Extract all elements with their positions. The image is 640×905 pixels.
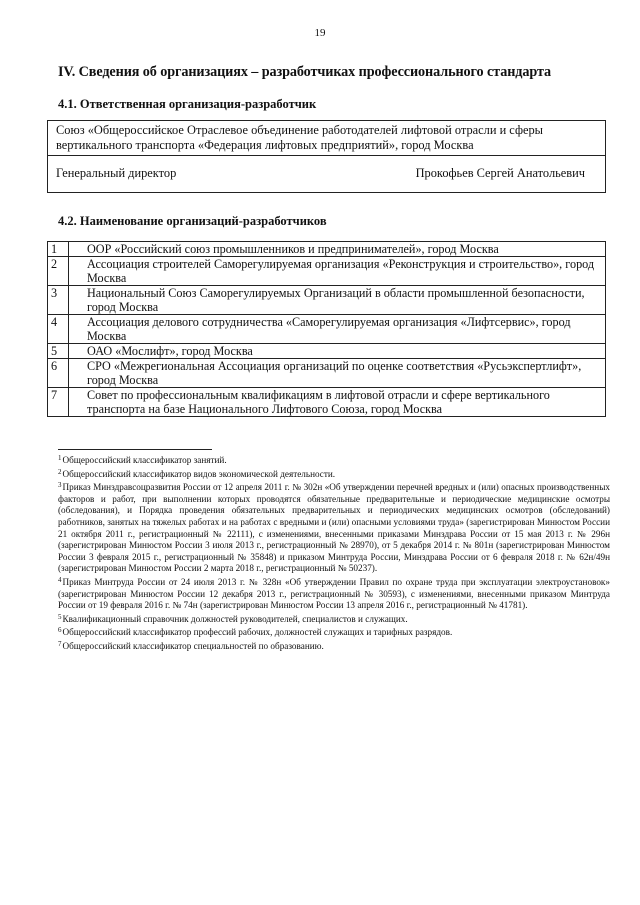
responsible-organization-name: Союз «Общероссийское Отраслевое объединение работодателей лифтовой отрасли и сферы вертикального транспорта «Федерация лифтовых предприятий», город Москва bbox=[48, 121, 605, 156]
footnotes bbox=[58, 453, 610, 653]
row-number: 1 bbox=[48, 242, 69, 257]
footnote-text: Общероссийский классификатор занятий. bbox=[62, 455, 227, 465]
footnote-mark: 2 bbox=[58, 467, 62, 476]
footnote-mark: 5 bbox=[58, 612, 62, 621]
footnote bbox=[58, 612, 610, 626]
organization-name: ОАО «Мослифт», город Москва bbox=[69, 344, 606, 359]
footnote-text: Общероссийский классификатор специальностей по образованию. bbox=[62, 640, 324, 651]
responsible-signatory-row bbox=[56, 166, 585, 186]
footnote-mark: 3 bbox=[58, 481, 62, 490]
table-row bbox=[48, 257, 606, 286]
responsible-heading: 4.1. Ответственная организация-разработчик bbox=[58, 97, 317, 111]
footnote-text: Квалификационный справочник должностей руководителей, специалистов и служащих. bbox=[62, 613, 408, 624]
row-number: 3 bbox=[48, 286, 69, 315]
organization-name: ООР «Российский союз промышленников и предпринимателей», город Москва bbox=[69, 242, 606, 257]
table-row bbox=[48, 242, 606, 257]
organization-name: Национальный Союз Саморегулируемых Организаций в области промышленной безопасности, город Москва bbox=[69, 286, 606, 315]
row-number: 7 bbox=[48, 388, 69, 417]
table-row bbox=[48, 344, 606, 359]
row-number: 4 bbox=[48, 315, 69, 344]
developers-heading: 4.2. Наименование организаций-разработчиков bbox=[58, 214, 327, 228]
footnote bbox=[58, 453, 610, 467]
row-number: 5 bbox=[48, 344, 69, 359]
footnote-mark: 7 bbox=[58, 639, 62, 648]
signatory-role: Генеральный директор bbox=[56, 166, 177, 180]
signatory-name: Прокофьев Сергей Анатольевич bbox=[415, 166, 585, 180]
footnote-mark: 1 bbox=[58, 454, 62, 462]
organization-name: СРО «Межрегиональная Ассоциация организаций по оценке соответствия «Русьэкспертлифт», город Москва bbox=[69, 359, 606, 388]
footnote-text: Общероссийский классификатор профессий рабочих, должностей служащих и тарифных разрядов. bbox=[62, 627, 453, 638]
table-row bbox=[48, 388, 606, 417]
footnote bbox=[58, 467, 610, 481]
footnote-text: Приказ Минтруда России от 24 июля 2013 г. № 328н «Об утверждении Правил по охране труда при эксплуатации электроустановок» (зарегистрирован Минюстом России 12 декабря 2013 г., регистрационный № 30593), с изменениями, внесенными приказом Минтруда России от 19 февраля 2016 г. № 74н (зарегистрирован Минюстом России 13 апреля 2016 г., регистрационный № 41781). bbox=[58, 576, 610, 611]
footnote-separator bbox=[58, 449, 212, 450]
footnote bbox=[58, 575, 610, 612]
footnote bbox=[58, 625, 610, 639]
table-row bbox=[48, 315, 606, 344]
footnote-mark: 6 bbox=[58, 626, 62, 635]
page-number: 19 bbox=[314, 27, 326, 39]
footnote-text: Общероссийский классификатор видов экономической деятельности. bbox=[62, 468, 336, 479]
row-number: 6 bbox=[48, 359, 69, 388]
section-title: IV. Сведения об организациях – разработчиках профессионального стандарта bbox=[58, 64, 551, 80]
organization-name: Совет по профессиональным квалификациям в лифтовой отрасли и сфере вертикального транспорта на базе Национального Лифтового Союза, город Москва bbox=[69, 388, 606, 417]
organization-name: Ассоциация строителей Саморегулируемая организация «Реконструкция и строительство», город Москва bbox=[69, 257, 606, 286]
responsible-organization-table bbox=[47, 120, 606, 193]
developers-table bbox=[47, 241, 606, 417]
organization-name: Ассоциация делового сотрудничества «Саморегулируемая организация «Лифтсервис», город Москва bbox=[69, 315, 606, 344]
footnote bbox=[58, 639, 610, 653]
footnote bbox=[58, 480, 610, 575]
footnote-mark: 4 bbox=[58, 575, 62, 584]
table-row bbox=[48, 359, 606, 388]
table-row bbox=[48, 286, 606, 315]
row-number: 2 bbox=[48, 257, 69, 286]
footnote-text: Приказ Минздравсоцразвития России от 12 апреля 2011 г. № 302н «Об утверждении перечней вредных и (или) опасных производственных факторов и работ, при выполнении которых проводятся обязательные предварительные и периодические медицинские осмотры (обследования), и Порядка проведения обязательных предварительных и периодических медицинских осмотров (обследований) работников, занятых на тяжелых работах и на работах с вредными и (или) опасными условиями труда» (зарегистрирован Минюстом России 21 октября 2011 г., регистрационный № 22111), с изменениями, внесенными приказами Минздрава России от 15 мая 2013 г. № 296н (зарегистрирован Минюстом России 3 июля 2013 г., регистрационный № 28970), от 5 декабря 2014 г. № 801н (зарегистрирован Минюстом России 3 февраля 2015 г., регистрационный № 35848) и приказом Минтруда России, Минздрава России от 6 февраля 2018 г. № 62н/49н (зарегистрирован Минюстом России 2 марта 2018 г., регистрационный № 50237). bbox=[58, 482, 610, 574]
